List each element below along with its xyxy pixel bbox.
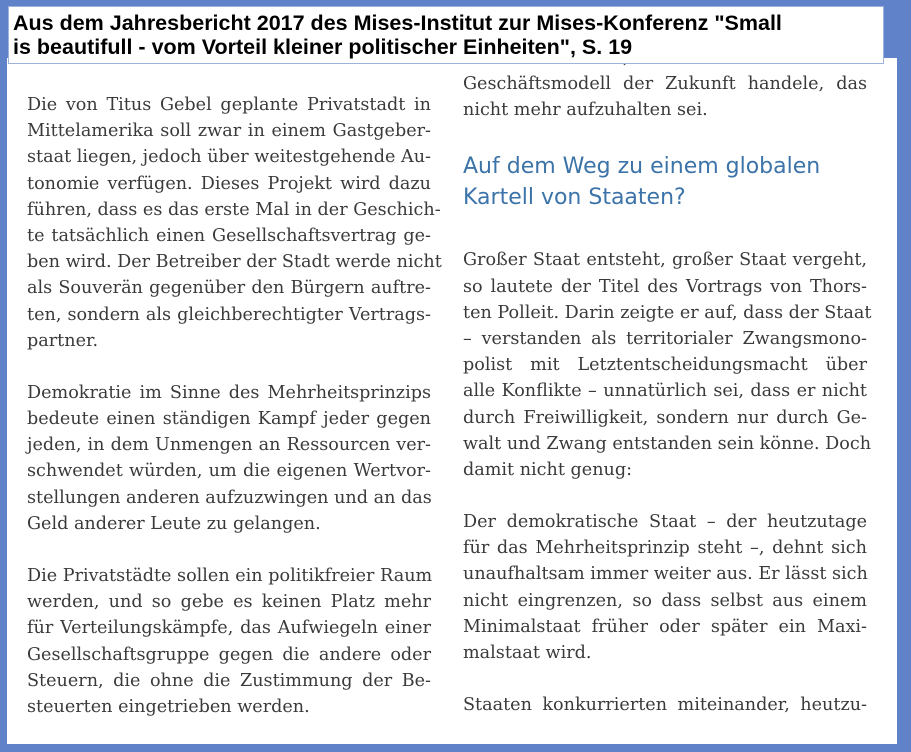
text-line: Die Privatstädte sollen ein politikfreier Raum xyxy=(27,566,433,586)
heading-line: Auf dem Weg zu einem globalen xyxy=(463,154,821,180)
text-line: schwendet würden, um die eigenen Wertvor- xyxy=(27,461,431,482)
paragraph xyxy=(463,71,867,123)
text-line: durch Freiwilligkeit, sondern nur durch Ge- xyxy=(463,407,867,428)
text-line: tonomie verfügen. Dieses Projekt wird dazu xyxy=(27,173,431,194)
text-line: staat liegen, jedoch über weitestgehende Au- xyxy=(27,147,431,168)
text-line: als Souverän gegenüber den Bürgern auftre- xyxy=(27,278,431,299)
text-line: damit nicht genug: xyxy=(463,459,633,480)
paragraph xyxy=(27,92,442,354)
text-line: nicht eingrenzen, so dass selbst aus einem xyxy=(463,590,867,611)
caption-box xyxy=(8,6,884,64)
text-line: Gesellschaftsgruppe gegen die andere oder xyxy=(27,644,431,665)
text-line: walt und Zwang entstanden sein könne. Doch xyxy=(463,433,872,454)
text-line: malstaat wird. xyxy=(463,643,592,663)
text-line: bedeute einen ständigen Kampf jeder gegen xyxy=(27,409,431,430)
text-line: polist mit Letztentscheidungsmacht über xyxy=(463,355,867,376)
text-line: jeden, in dem Unmengen an Ressourcen ver- xyxy=(27,435,431,456)
text-line: partner. xyxy=(27,330,99,351)
caption-line: Aus dem Jahresbericht 2017 des Mises-Institut zur Mises-Konferenz "Small xyxy=(13,11,782,35)
text-line: ben wird. Der Betreiber der Stadt werde nicht xyxy=(27,252,442,273)
section-heading xyxy=(463,151,867,213)
text-line: Mittelamerika soll zwar in einem Gastgeber- xyxy=(27,121,431,142)
text-line: werden, und so gebe es keinen Platz mehr xyxy=(27,592,431,613)
text-line: Demokratie im Sinne des Mehrheitsprinzips xyxy=(27,382,431,403)
caption-line: is beautifull - vom Vorteil kleiner politischer Einheiten", S. 19 xyxy=(13,35,633,59)
text-line: Geschäftsmodell der Zukunft handele, das xyxy=(463,74,867,94)
heading-line: Kartell von Staaten? xyxy=(463,185,686,211)
text-line: Minimalstaat früher oder später ein Maxi- xyxy=(463,616,867,637)
paragraph xyxy=(27,380,431,537)
cut-off-text-line: Staaten konkurrierten miteinander, heutzu- xyxy=(463,695,867,716)
text-line: unaufhaltsam immer weiter aus. Er lässt sich xyxy=(463,564,868,585)
text-line: so lautete der Titel des Vortrags von Thors- xyxy=(463,276,867,297)
right-column xyxy=(463,71,872,718)
text-line: für Verteilungskämpfe, das Aufwiegeln einer xyxy=(27,618,431,639)
text-line: Großer Staat entsteht, großer Staat vergeht, xyxy=(463,250,867,271)
document-page xyxy=(7,58,897,744)
paragraph xyxy=(463,509,867,666)
text-line: – verstanden als territorialer Zwangsmono- xyxy=(463,328,867,349)
left-column xyxy=(27,92,442,744)
text-line: Steuern, die ohne die Zustimmung der Be- xyxy=(27,670,431,691)
paragraph xyxy=(463,692,867,718)
paragraph xyxy=(27,563,431,720)
text-line: Geld anderer Leute zu gelangen. xyxy=(27,513,321,534)
text-line: stellungen anderen aufzuzwingen und an das xyxy=(27,487,432,508)
text-line: nicht mehr aufzuhalten sei. xyxy=(463,100,708,121)
text-line: führen, dass es das erste Mal in der Geschich- xyxy=(27,199,441,220)
text-line: steuerten eingetrieben werden. xyxy=(27,696,310,717)
text-line: Die von Titus Gebel geplante Privatstadt in xyxy=(27,95,431,115)
paragraph xyxy=(463,247,872,483)
text-line: ten, sondern als gleichberechtigter Vertrags- xyxy=(27,304,431,325)
text-line: alle Konflikte – unnatürlich sei, dass er nicht xyxy=(463,381,867,402)
text-line: te tatsächlich einen Gesellschaftsvertrag ge- xyxy=(27,225,431,246)
text-line: Der demokratische Staat – der heutzutage xyxy=(463,512,867,533)
text-line: ten Polleit. Darin zeigte er auf, dass der Staat xyxy=(463,302,872,323)
text-line: für das Mehrheitsprinzip steht –, dehnt sich xyxy=(463,538,867,559)
